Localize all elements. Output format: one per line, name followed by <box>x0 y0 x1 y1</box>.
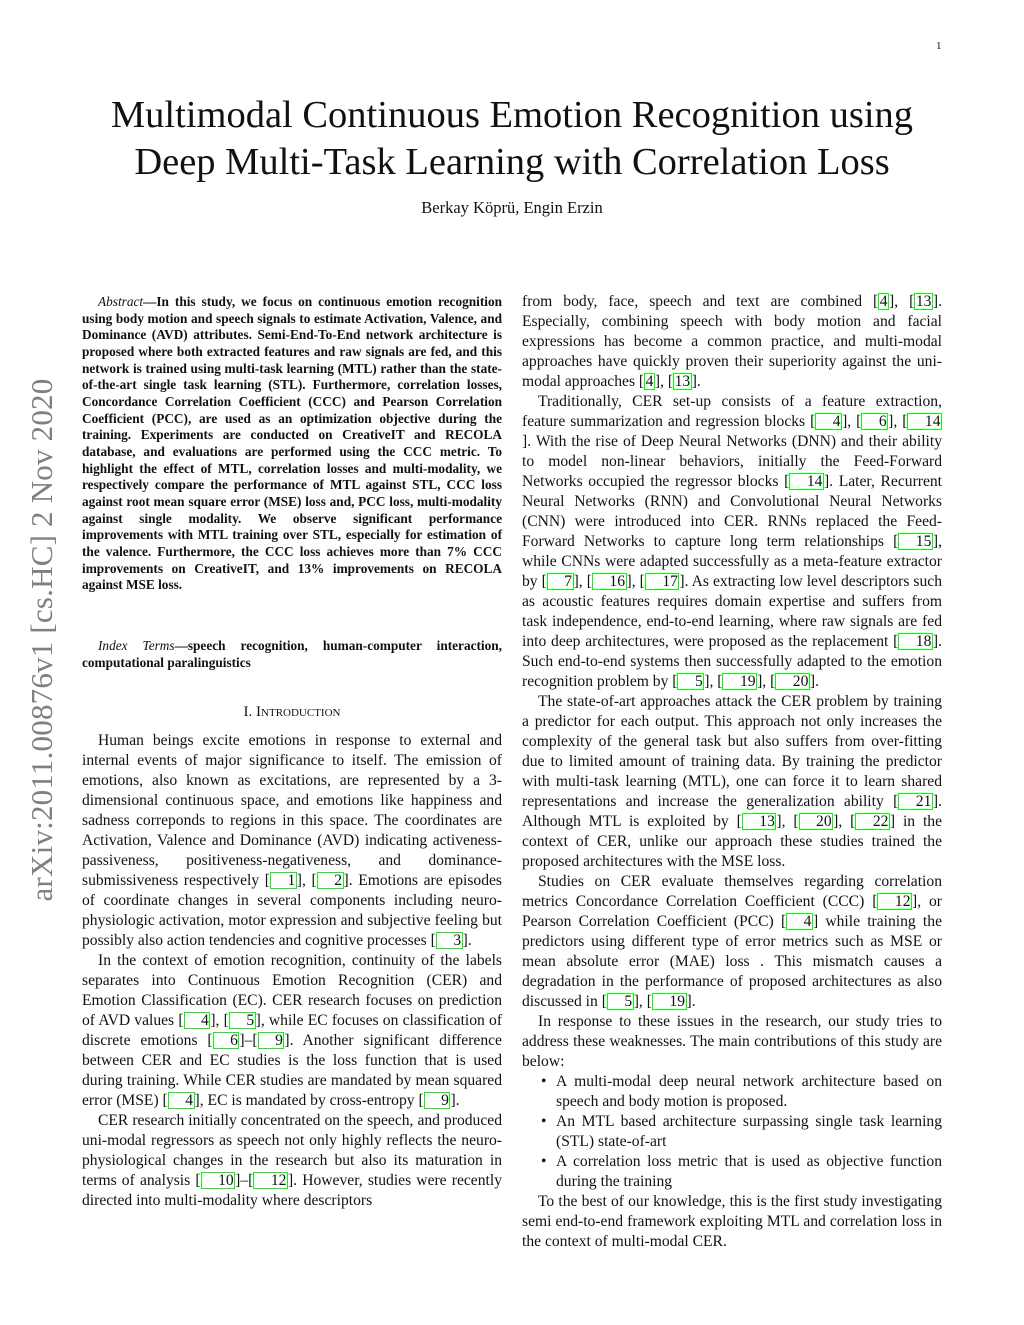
paragraph-text: in the context of CER, unlike our approach these studies trained the proposed architectures with the MSE loss. <box>522 813 943 870</box>
section-heading-introduction <box>82 704 502 721</box>
paragraph-text: , <box>631 573 640 590</box>
citation-link[interactable]: [ 7] <box>541 573 579 590</box>
paragraph-text: Traditionally, CER set-up consists of a feature extraction, feature summarization and regression blocks <box>522 393 942 430</box>
citation-link[interactable]: [ 17] <box>639 573 685 590</box>
paragraph <box>82 951 502 1111</box>
citation-number[interactable]: 9 <box>424 1092 451 1109</box>
paragraph-text: from body, face, speech and text are combined <box>522 293 874 310</box>
abstract <box>82 294 502 594</box>
paragraph-text: , <box>847 413 857 430</box>
paragraph-text: , <box>894 293 910 310</box>
citation-number[interactable]: 4 <box>645 373 654 390</box>
abstract-text: —In this study, we focus on continuous emotion recognition using body motion and speech signals to estimate Activation, Valence, and Dominance (AVD) attributes. Semi-End-To-End network architecture is proposed where both extracted features and raw signals are fed, and this network is trained using multi-task learning (MTL) rather than the state-of-the-art single task learning (STL). Furthermore, correlation losses, Concordance Correlation Coefficient (CCC) and Pearson Correlation Coefficient (PCC), are used as an optimization objective during the training. Experiments are conducted on CreativeIT and RECOLA database, and evaluations are performed using the CCC metric. To highlight the effect of MTL, correlation losses and multi-modality, we respectively compare the performance of MTL against STL, CCC loss against root mean square error (MSE) loss and, PCC loss, multi-modality against single modality. We observe significant performance improvements with MTL training over STL, especially for estimation of the valence. Furthermore, the CCC loss achieves more than 7% CCC improvements on CreativeIT, and 13% improvements on RECOLA against MSE loss. <box>82 294 502 593</box>
paragraph-text: , <box>638 993 647 1010</box>
citation-link[interactable]: [ 5] <box>223 1012 261 1029</box>
citation-number[interactable]: 7 <box>547 573 574 590</box>
section-title: Introduction <box>256 704 341 720</box>
paragraph <box>522 392 942 692</box>
citation-link[interactable]: [ 4] <box>162 1092 200 1109</box>
arxiv-identifier-stamp[interactable]: arXiv:2011.00876v1 [cs.HC] 2 Nov 2020 <box>24 378 59 902</box>
paragraph-text: , <box>660 373 668 390</box>
citation-link[interactable]: [ 6] <box>207 1032 245 1049</box>
paragraph <box>522 692 942 872</box>
citation-number[interactable]: 12 <box>877 893 912 910</box>
title-line-2: Deep Multi-Task Learning with Correlation Loss <box>134 141 890 183</box>
paragraph-text: , <box>215 1012 224 1029</box>
citation-link[interactable]: [ 1] <box>264 872 302 889</box>
citation-link[interactable]: [ 12] <box>872 893 918 910</box>
paragraph-text: . Although MTL is exploited by <box>522 793 942 830</box>
index-terms <box>82 638 502 671</box>
title-line-1: Multimodal Continuous Emotion Recognition using <box>110 94 914 136</box>
citation-number[interactable]: 14 <box>907 413 942 430</box>
paragraph-text: while training the predictors using different type of error metrics such as MSE or mean absolute error (MAE) loss . This mismatch causes a degradation in the performance of proposed architectures as also discussed in <box>522 913 942 1010</box>
citation-link[interactable]: [ 16] <box>586 573 632 590</box>
citation-number[interactable]: 19 <box>652 993 687 1010</box>
paragraph-text: . <box>815 673 819 690</box>
citation-number[interactable]: 4 <box>168 1092 195 1109</box>
contribution-item: • A multi-modal deep neural network architecture based on speech and body motion is proposed. <box>556 1072 942 1112</box>
author-list: Berkay Köprü, Engin Erzin <box>421 198 603 217</box>
citation-link[interactable]: [ 9] <box>418 1092 456 1109</box>
citation-number[interactable]: 13 <box>742 813 777 830</box>
paragraph-text: . <box>696 373 701 390</box>
citation-number[interactable]: 19 <box>722 673 757 690</box>
paragraph <box>522 292 942 392</box>
citation-number[interactable]: 10 <box>201 1172 236 1189</box>
paragraph-text: . Especially, combining speech with body motion and facial expressions has become a common practice, and multi-modal approaches have quickly proven their superiority against the uni-modal approaches <box>522 293 943 390</box>
paragraph-text: – <box>240 1172 249 1189</box>
contribution-item: • A correlation loss metric that is used as objective function during the training <box>556 1152 942 1192</box>
citation-link[interactable]: [ 14] <box>784 473 830 490</box>
contributions-list <box>522 1072 942 1192</box>
paragraph-text: Human beings excite emotions in response to external and internal events of major significance to itself. The emission of emotions, also known as excitations, are represented by a 3-dimensional continuous space, and emotions like happiness and sadness correponds to regions in this space. The coordinates are Activation, Valence and Dominance (AVD) indicating activeness-passiveness, positiveness-negativeness, and dominance-submissiveness respectively <box>82 732 502 889</box>
citation-link[interactable]: [ 13] <box>736 813 782 830</box>
citation-number[interactable]: 13 <box>915 293 932 310</box>
citation-number[interactable]: 5 <box>607 993 634 1010</box>
citation-number[interactable]: 14 <box>789 473 824 490</box>
citation-number[interactable]: 4 <box>879 293 888 310</box>
paragraph-text: , <box>301 872 312 889</box>
page-number: 1 <box>936 40 942 52</box>
citation-link[interactable]: [ 5] <box>601 993 639 1010</box>
citation-number[interactable]: 3 <box>436 932 463 949</box>
paragraph-text: In response to these issues in the research, our study tries to address these weaknesses. The main contributions of this study are below: <box>522 1013 942 1070</box>
paragraph-text: , <box>709 673 718 690</box>
citation-link[interactable]: [ 10] <box>195 1172 241 1189</box>
citation-number[interactable]: 17 <box>645 573 680 590</box>
citation-number[interactable]: 4 <box>786 913 813 930</box>
paragraph <box>522 872 942 1012</box>
paragraph-text: , while EC focuses on classification of discrete emotions <box>82 1012 503 1049</box>
section-number: I. <box>243 704 257 720</box>
closing-paragraph: To the best of our knowledge, this is the first study investigating semi end-to-end framework exploiting MTL and correlation loss in the context of multi-modal CER. <box>522 1193 942 1250</box>
paragraph-text: In the context of emotion recognition, continuity of the labels separates into Continuous Emotion Recognition (CER) and Emotion Classification (EC). CER research focuses on prediction of AVD values <box>82 952 502 1029</box>
paragraph-text: . <box>691 993 696 1010</box>
paragraph <box>522 1012 942 1072</box>
citation-number[interactable]: 9 <box>258 1032 285 1049</box>
introduction-left-column <box>82 731 502 1211</box>
citation-link[interactable]: [ 19] <box>717 673 763 690</box>
paragraph-text: , <box>578 573 587 590</box>
paragraph-text: CER research initially concentrated on the speech, and produced uni-modal regressors as speech not only highly reflects the neuro-physiological changes in the research but also its maturation in terms of analysis <box>82 1112 502 1189</box>
paragraph-text: , <box>838 813 851 830</box>
citation-link[interactable]: [ 20] <box>793 813 839 830</box>
citation-link[interactable]: [ 18] <box>893 633 939 650</box>
citation-link[interactable]: [ 3] <box>430 932 468 949</box>
paragraph-text: . Another significant difference between CER and EC studies is the loss function that is used during training. While CER studies are mandated by mean squared error (MSE) <box>82 1032 502 1109</box>
index-terms-label: Index Terms <box>98 638 175 653</box>
index-terms-text: —speech recognition, human-computer interaction, computational paralinguistics <box>82 638 502 670</box>
citation-link[interactable]: [ 15] <box>893 533 939 550</box>
contribution-item: • An MTL based architecture surpassing single task learning (STL) state-of-art <box>556 1112 942 1152</box>
citation-link[interactable]: [ 21] <box>893 793 939 810</box>
citation-link[interactable]: [ 4] <box>178 1012 216 1029</box>
citation-link[interactable]: [13] <box>667 373 697 390</box>
paragraph-text: , <box>762 673 771 690</box>
paragraph-text: , EC is mandated by cross-entropy <box>199 1092 419 1109</box>
citation-link[interactable]: [ 20] <box>770 673 816 690</box>
paragraph-text: , while CNNs were adapted successfully as a meta-feature extractor by <box>522 533 942 590</box>
citation-link[interactable]: [ 9] <box>252 1032 290 1049</box>
citation-number[interactable]: 6 <box>213 1032 240 1049</box>
citation-number[interactable]: 13 <box>674 373 691 390</box>
paper-title <box>40 92 984 186</box>
citation-link[interactable]: [ 12] <box>248 1172 294 1189</box>
paragraph <box>82 1111 502 1211</box>
paragraph-text: . However, studies were recently directed into multi-modality where descriptors <box>82 1172 502 1209</box>
paragraph-text: . With the rise of Deep Neural Networks (DNN) and their ability to model non-linear behaviors, initially the Feed-Forward Networks occupied the regressor blocks <box>522 433 942 490</box>
citation-link[interactable]: [ 2] <box>311 872 349 889</box>
citation-link[interactable]: [13] <box>909 293 939 310</box>
paragraph-text: . Such end-to-end systems then successfully adapted to the emotion recognition problem by <box>522 633 942 690</box>
citation-number[interactable]: 22 <box>855 813 890 830</box>
citation-number[interactable]: 18 <box>898 633 933 650</box>
citation-number[interactable]: 16 <box>592 573 627 590</box>
citation-link[interactable]: [ 4] <box>780 913 819 930</box>
paragraph-text: . As extracting low level descriptors such as acoustic features requires domain expertise and suffers from task independence, end-to-end learning, where raw signals are fed into deep architectures, were proposed as the replacement <box>522 573 943 650</box>
citation-number[interactable]: 12 <box>253 1172 288 1189</box>
paragraph-text: . <box>455 1092 460 1109</box>
citation-number[interactable]: 5 <box>229 1012 256 1029</box>
citation-number[interactable]: 6 <box>861 413 888 430</box>
paragraph-text: . Emotions are episodes of coordinate changes in several components including neuro-physiologic activation, motor expression and subjective feeling but possibly also action tendencies and cognitive processes <box>82 872 502 949</box>
citation-link[interactable]: [4] <box>873 293 895 310</box>
citation-link[interactable]: [ 22] <box>850 813 896 830</box>
citation-link[interactable]: [ 5] <box>672 673 710 690</box>
citation-link[interactable]: [ 4] <box>810 413 848 430</box>
paragraph <box>82 731 502 951</box>
citation-number[interactable]: 2 <box>317 872 344 889</box>
citation-number[interactable]: 4 <box>184 1012 211 1029</box>
paragraph-text: . <box>467 932 472 949</box>
citation-number[interactable]: 20 <box>799 813 834 830</box>
paragraph-text: The state-of-art approaches attack the CER problem by training a predictor for each output. This approach not only increases the complexity of the general task but also suffers from over-fitting due to limited amount of training data. By training the predictor with multi-task learning (MTL), one can force it to learn shared representations and increase the generalization ability <box>522 693 942 810</box>
paragraph-text: , <box>781 813 794 830</box>
abstract-label: Abstract <box>98 294 144 309</box>
citation-link[interactable]: [ 19] <box>646 993 692 1010</box>
citation-link[interactable]: [ 14] <box>522 413 941 450</box>
citation-number[interactable]: 4 <box>815 413 842 430</box>
citation-number[interactable]: 1 <box>270 872 297 889</box>
introduction-right-column <box>522 292 942 1252</box>
paragraph-text: – <box>244 1032 253 1049</box>
citation-link[interactable]: [4] <box>638 373 661 390</box>
paragraph-text: Studies on CER evaluate themselves regarding correlation metrics Concordance Correlation Coefficient (CCC) <box>522 873 942 910</box>
citation-number[interactable]: 20 <box>775 673 810 690</box>
paragraph-text: , or Pearson Correlation Coefficient (PCC) <box>522 893 942 930</box>
citation-number[interactable]: 15 <box>898 533 933 550</box>
paragraph-text: , <box>893 413 903 430</box>
citation-number[interactable]: 5 <box>677 673 704 690</box>
paragraph-text: . Later, Recurrent Neural Networks (RNN) and Convolutional Neural Networks (CNN) were introduced into CER. RNNs replaced the Feed-Forward Networks to capture long term relationships <box>522 473 943 550</box>
citation-link[interactable]: [ 6] <box>856 413 894 430</box>
citation-number[interactable]: 21 <box>898 793 933 810</box>
